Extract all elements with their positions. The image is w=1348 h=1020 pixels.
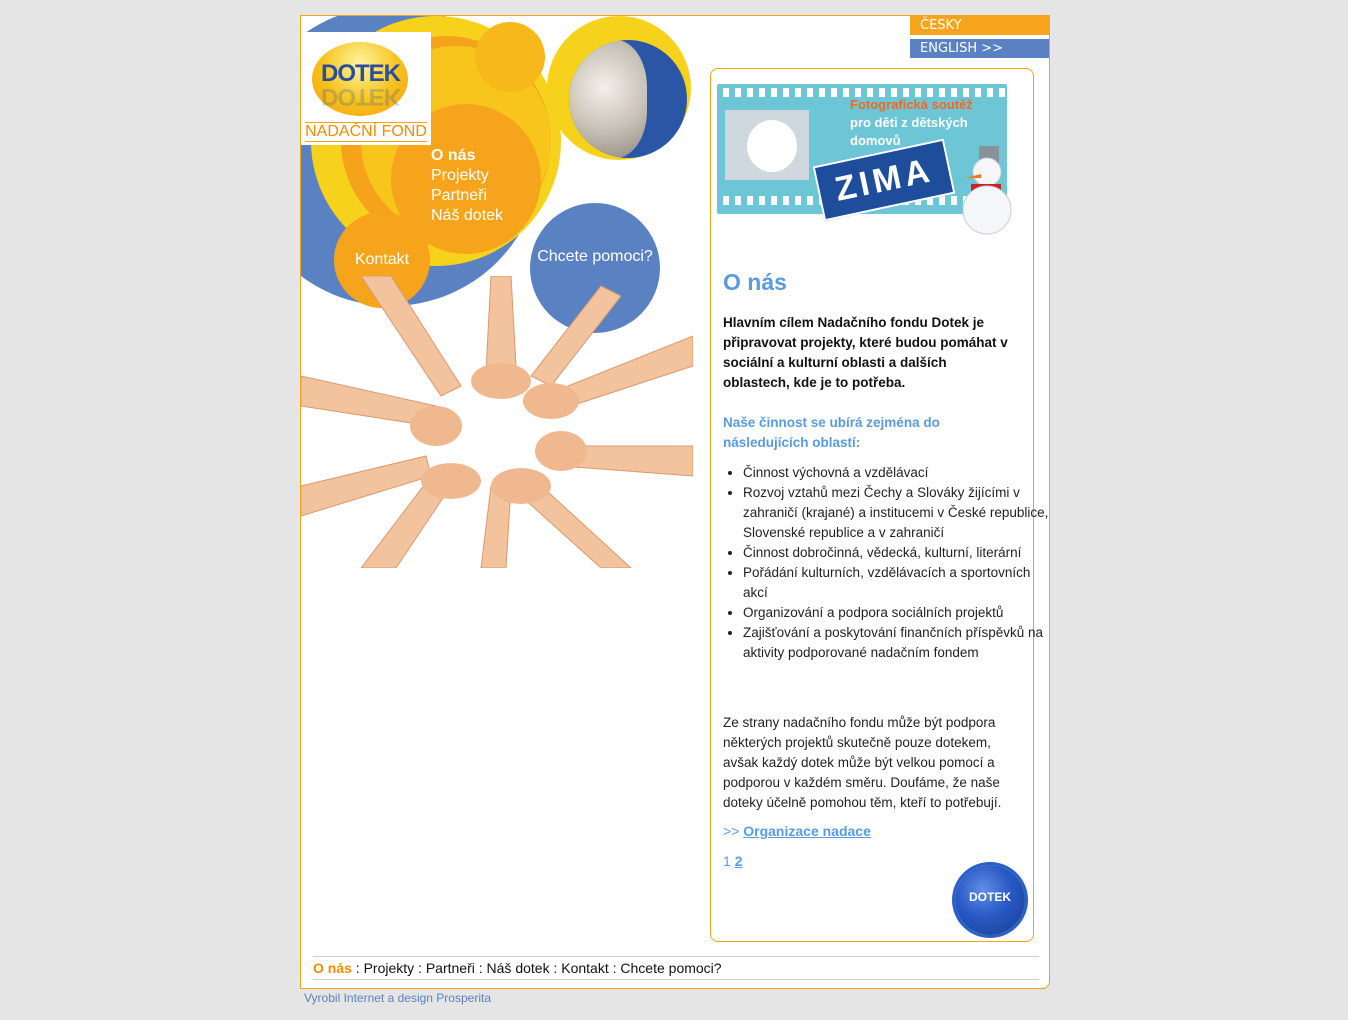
page-current: 1 (723, 853, 731, 869)
list-item: • Organizování a podpora sociálních projektů (743, 603, 1049, 623)
snowman-icon (955, 144, 1015, 244)
wax-seal-icon (955, 865, 1025, 935)
nav-partners[interactable]: Partneři (431, 187, 488, 204)
photo-contest-banner[interactable] (717, 84, 1007, 214)
help-button-label: Chcete pomoci? (537, 248, 653, 265)
small-yellow-disc (475, 22, 545, 92)
organization-link[interactable]: Organizace nadace (743, 823, 871, 839)
footer-link-help[interactable]: Chcete pomoci? (620, 960, 722, 976)
activities-list (723, 463, 1049, 663)
activities-heading: Naše činnost se ubírá zejména do následujících oblastí: (723, 415, 940, 450)
footer-separator: : (474, 960, 487, 976)
footer-nav (313, 956, 1039, 980)
nav-projects[interactable]: Projekty (431, 167, 489, 184)
credit-link[interactable]: Vyrobil Internet a design Prosperita (304, 991, 491, 1005)
footer-link-contact[interactable]: Kontakt (561, 960, 609, 976)
more-link-row (723, 823, 871, 839)
footer-separator: : (414, 960, 426, 976)
page-2-link[interactable]: 2 (734, 853, 743, 869)
statue-face (569, 40, 647, 158)
footer-link-partners[interactable]: Partneři (425, 960, 475, 976)
header-graphic (301, 16, 693, 568)
footer-link-about[interactable]: O nás (313, 960, 352, 976)
lead-text: Hlavním cílem Nadačního fondu Dotek je připravovat projekty, které budou pomáhat v sociální a kulturní oblasti a dalších oblastech, kde je to potřeba. (723, 315, 1008, 390)
seal-text: DOTEK (969, 890, 1011, 904)
pagination (723, 853, 742, 869)
hands-image (301, 276, 693, 568)
logo-subtitle: NADAČNÍ FOND (305, 123, 427, 140)
list-item: • Pořádání kulturních, vzdělávacích a sportovních akcí (743, 563, 1049, 603)
main-nav (431, 146, 503, 226)
footer-link-our-touch[interactable]: Náš dotek (486, 960, 550, 976)
banner-title (850, 96, 973, 150)
footer-separator: : (351, 960, 364, 976)
footer-link-projects[interactable]: Projekty (363, 960, 415, 976)
language-czech-button[interactable]: ČESKY (910, 16, 1050, 35)
list-item: • Zajišťování a poskytování finančních příspěvků na aktivity podporované nadačním fondem (743, 623, 1049, 663)
body-paragraph: Ze strany nadačního fondu může být podpora některých projektů skutečně pouze dotekem, avšak každý dotek může být velkou pomocí a podporou v každém směru. Doufáme, že naše doteky účelně pomohou těm, kteří to potřebují. (723, 715, 1002, 810)
statue-image (569, 40, 687, 158)
banner-line-3: domovů (850, 133, 901, 148)
list-item: • Činnost dobročinná, vědecká, kulturní, literární (743, 543, 1049, 563)
contact-button[interactable]: Kontakt (334, 212, 430, 308)
nav-our-touch[interactable]: Náš dotek (431, 207, 504, 224)
footer-separator: : (608, 960, 621, 976)
logo[interactable] (301, 32, 431, 145)
page-title: O nás (723, 269, 787, 295)
snowman-photo (725, 110, 809, 180)
banner-line-2: pro děti z dětských (850, 115, 968, 130)
banner-line-1: Fotografická soutěž (850, 97, 973, 112)
language-english-button[interactable]: ENGLISH >> (910, 39, 1050, 58)
banner-zima-word: ZIMA (813, 139, 956, 222)
logo-reflection: DOTEK (321, 83, 400, 110)
arrow-icon: >> (723, 823, 740, 839)
snowball (747, 120, 797, 172)
list-item: • Činnost výchovná a vzdělávací (743, 463, 1049, 483)
logo-text: DOTEK (321, 60, 400, 87)
nav-about[interactable]: O nás (431, 147, 476, 164)
page-frame (300, 15, 1050, 989)
content-panel (710, 68, 1049, 942)
list-item: • Rozvoj vztahů mezi Čechy a Slováky žijícími v zahraničí (krajané) a institucemi v České republice, Slovenské republice a v zahraničí (743, 483, 1049, 543)
footer-separator: : (549, 960, 562, 976)
